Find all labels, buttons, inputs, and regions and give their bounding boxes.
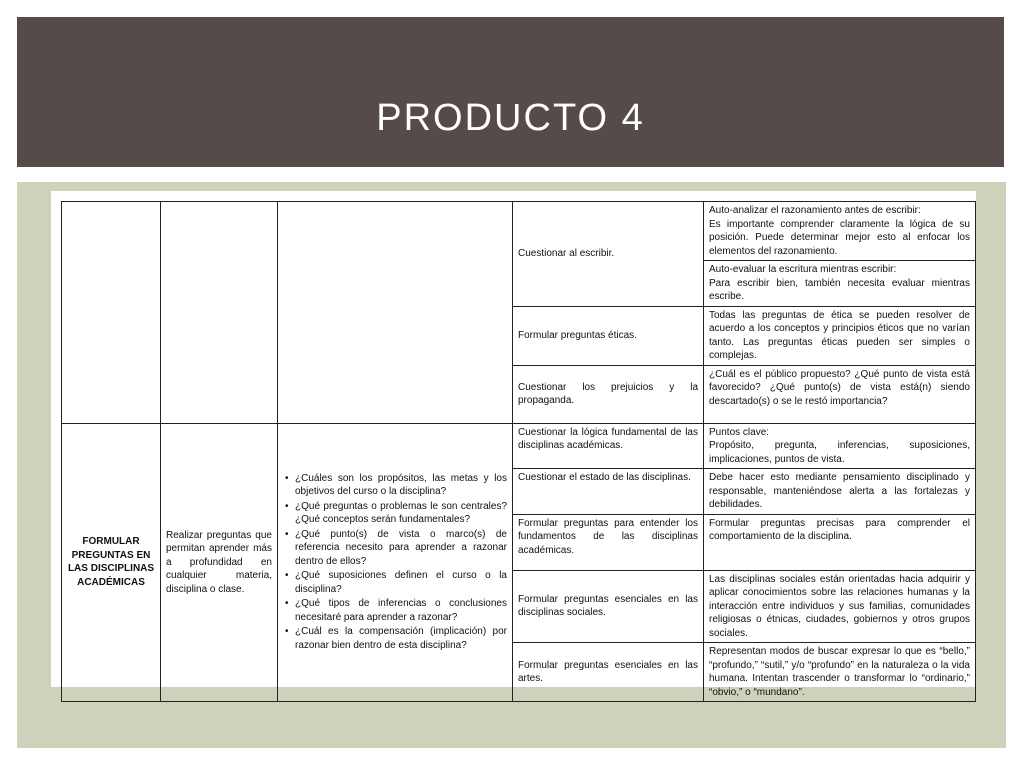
slide-title-bar xyxy=(17,17,1004,167)
list-item: • ¿Cuál es la compensación (implicación) por razonar bien dentro de esta disciplina? xyxy=(295,625,507,652)
detail-cell: ¿Cuál es el público propuesto? ¿Qué punto de vista está favorecido? ¿Qué punto(s) de vista está(n) siendo descartado(s) o se le restó importancia? xyxy=(704,365,976,423)
action-cell: Cuestionar los prejuicios y la propaganda. xyxy=(513,365,704,423)
list-item: • ¿Qué suposiciones definen el curso o la disciplina? xyxy=(295,569,507,596)
action-cell: Formular preguntas esenciales en las artes. xyxy=(513,643,704,702)
questions-list xyxy=(283,472,507,653)
section-title-cell: FORMULAR PREGUNTAS EN LAS DISCIPLINAS ACADÉMICAS xyxy=(62,423,161,702)
objective-cell: Realizar preguntas que permitan aprender más a profundidad en cualquier materia, disciplina o clase. xyxy=(161,423,278,702)
action-cell: Cuestionar el estado de las disciplinas. xyxy=(513,469,704,515)
table-image-frame xyxy=(51,191,976,698)
detail-cell: Puntos clave: Propósito, pregunta, inferencias, suposiciones, implicaciones, puntos de vista. xyxy=(704,423,976,469)
action-cell: Formular preguntas éticas. xyxy=(513,306,704,365)
slide-title: PRODUCTO 4 xyxy=(376,97,645,139)
detail-cell: Las disciplinas sociales están orientadas hacia adquirir y aplicar conocimientos sobre las relaciones humanas y la interacción entre individuos y sus familias, comunidades religiosas o étnicas, ciudades, gobiernos y otros grupos sociales. xyxy=(704,570,976,643)
action-cell: Formular preguntas para entender los fundamentos de las disciplinas académicas. xyxy=(513,514,704,570)
table-row xyxy=(62,423,976,469)
list-item: • ¿Qué preguntas o problemas le son centrales? ¿Qué conceptos serán fundamentales? xyxy=(295,500,507,527)
detail-cell: Representan modos de buscar expresar lo que es “bello,” “profundo,” “sutil,” y/o “profundo” en la naturaleza o la vida humana. Intentan trascender o transformar lo “ordinario,” “obvio,” o “mundano”. xyxy=(704,643,976,702)
detail-cell: Todas las preguntas de ética se pueden resolver de acuerdo a los conceptos y principios éticos que no varían tanto. Las preguntas éticas pueden ser simples o complejas. xyxy=(704,306,976,365)
action-cell: Cuestionar al escribir. xyxy=(513,202,704,307)
list-item: • ¿Qué tipos de inferencias o conclusiones necesitaré para aprender a razonar? xyxy=(295,597,507,624)
action-cell: Cuestionar la lógica fundamental de las disciplinas académicas. xyxy=(513,423,704,469)
empty-questions-cell xyxy=(278,202,513,424)
questions-cell xyxy=(278,423,513,702)
table-row xyxy=(62,202,976,261)
list-item: • ¿Qué punto(s) de vista o marco(s) de referencia necesito para aprender a razonar dentro de ellos? xyxy=(295,528,507,569)
detail-cell: Auto-evaluar la escritura mientras escribir: Para escribir bien, también necesita evaluar mientras escribe. xyxy=(704,261,976,307)
slide-content-area xyxy=(17,182,1006,748)
action-cell: Formular preguntas esenciales en las disciplinas sociales. xyxy=(513,570,704,643)
questions-table xyxy=(61,201,976,702)
empty-section-cell xyxy=(62,202,161,424)
detail-cell: Auto-analizar el razonamiento antes de escribir: Es importante comprender claramente la lógica de su posición. Puede determinar mejor esto al enfocar los elementos del razonamiento. xyxy=(704,202,976,261)
detail-cell: Formular preguntas precisas para comprender el comportamiento de la disciplina. xyxy=(704,514,976,570)
detail-cell: Debe hacer esto mediante pensamiento disciplinado y responsable, manteniéndose alerta a las fortalezas y debilidades. xyxy=(704,469,976,515)
list-item: • ¿Cuáles son los propósitos, las metas y los objetivos del curso o la disciplina? xyxy=(295,472,507,499)
empty-objective-cell xyxy=(161,202,278,424)
